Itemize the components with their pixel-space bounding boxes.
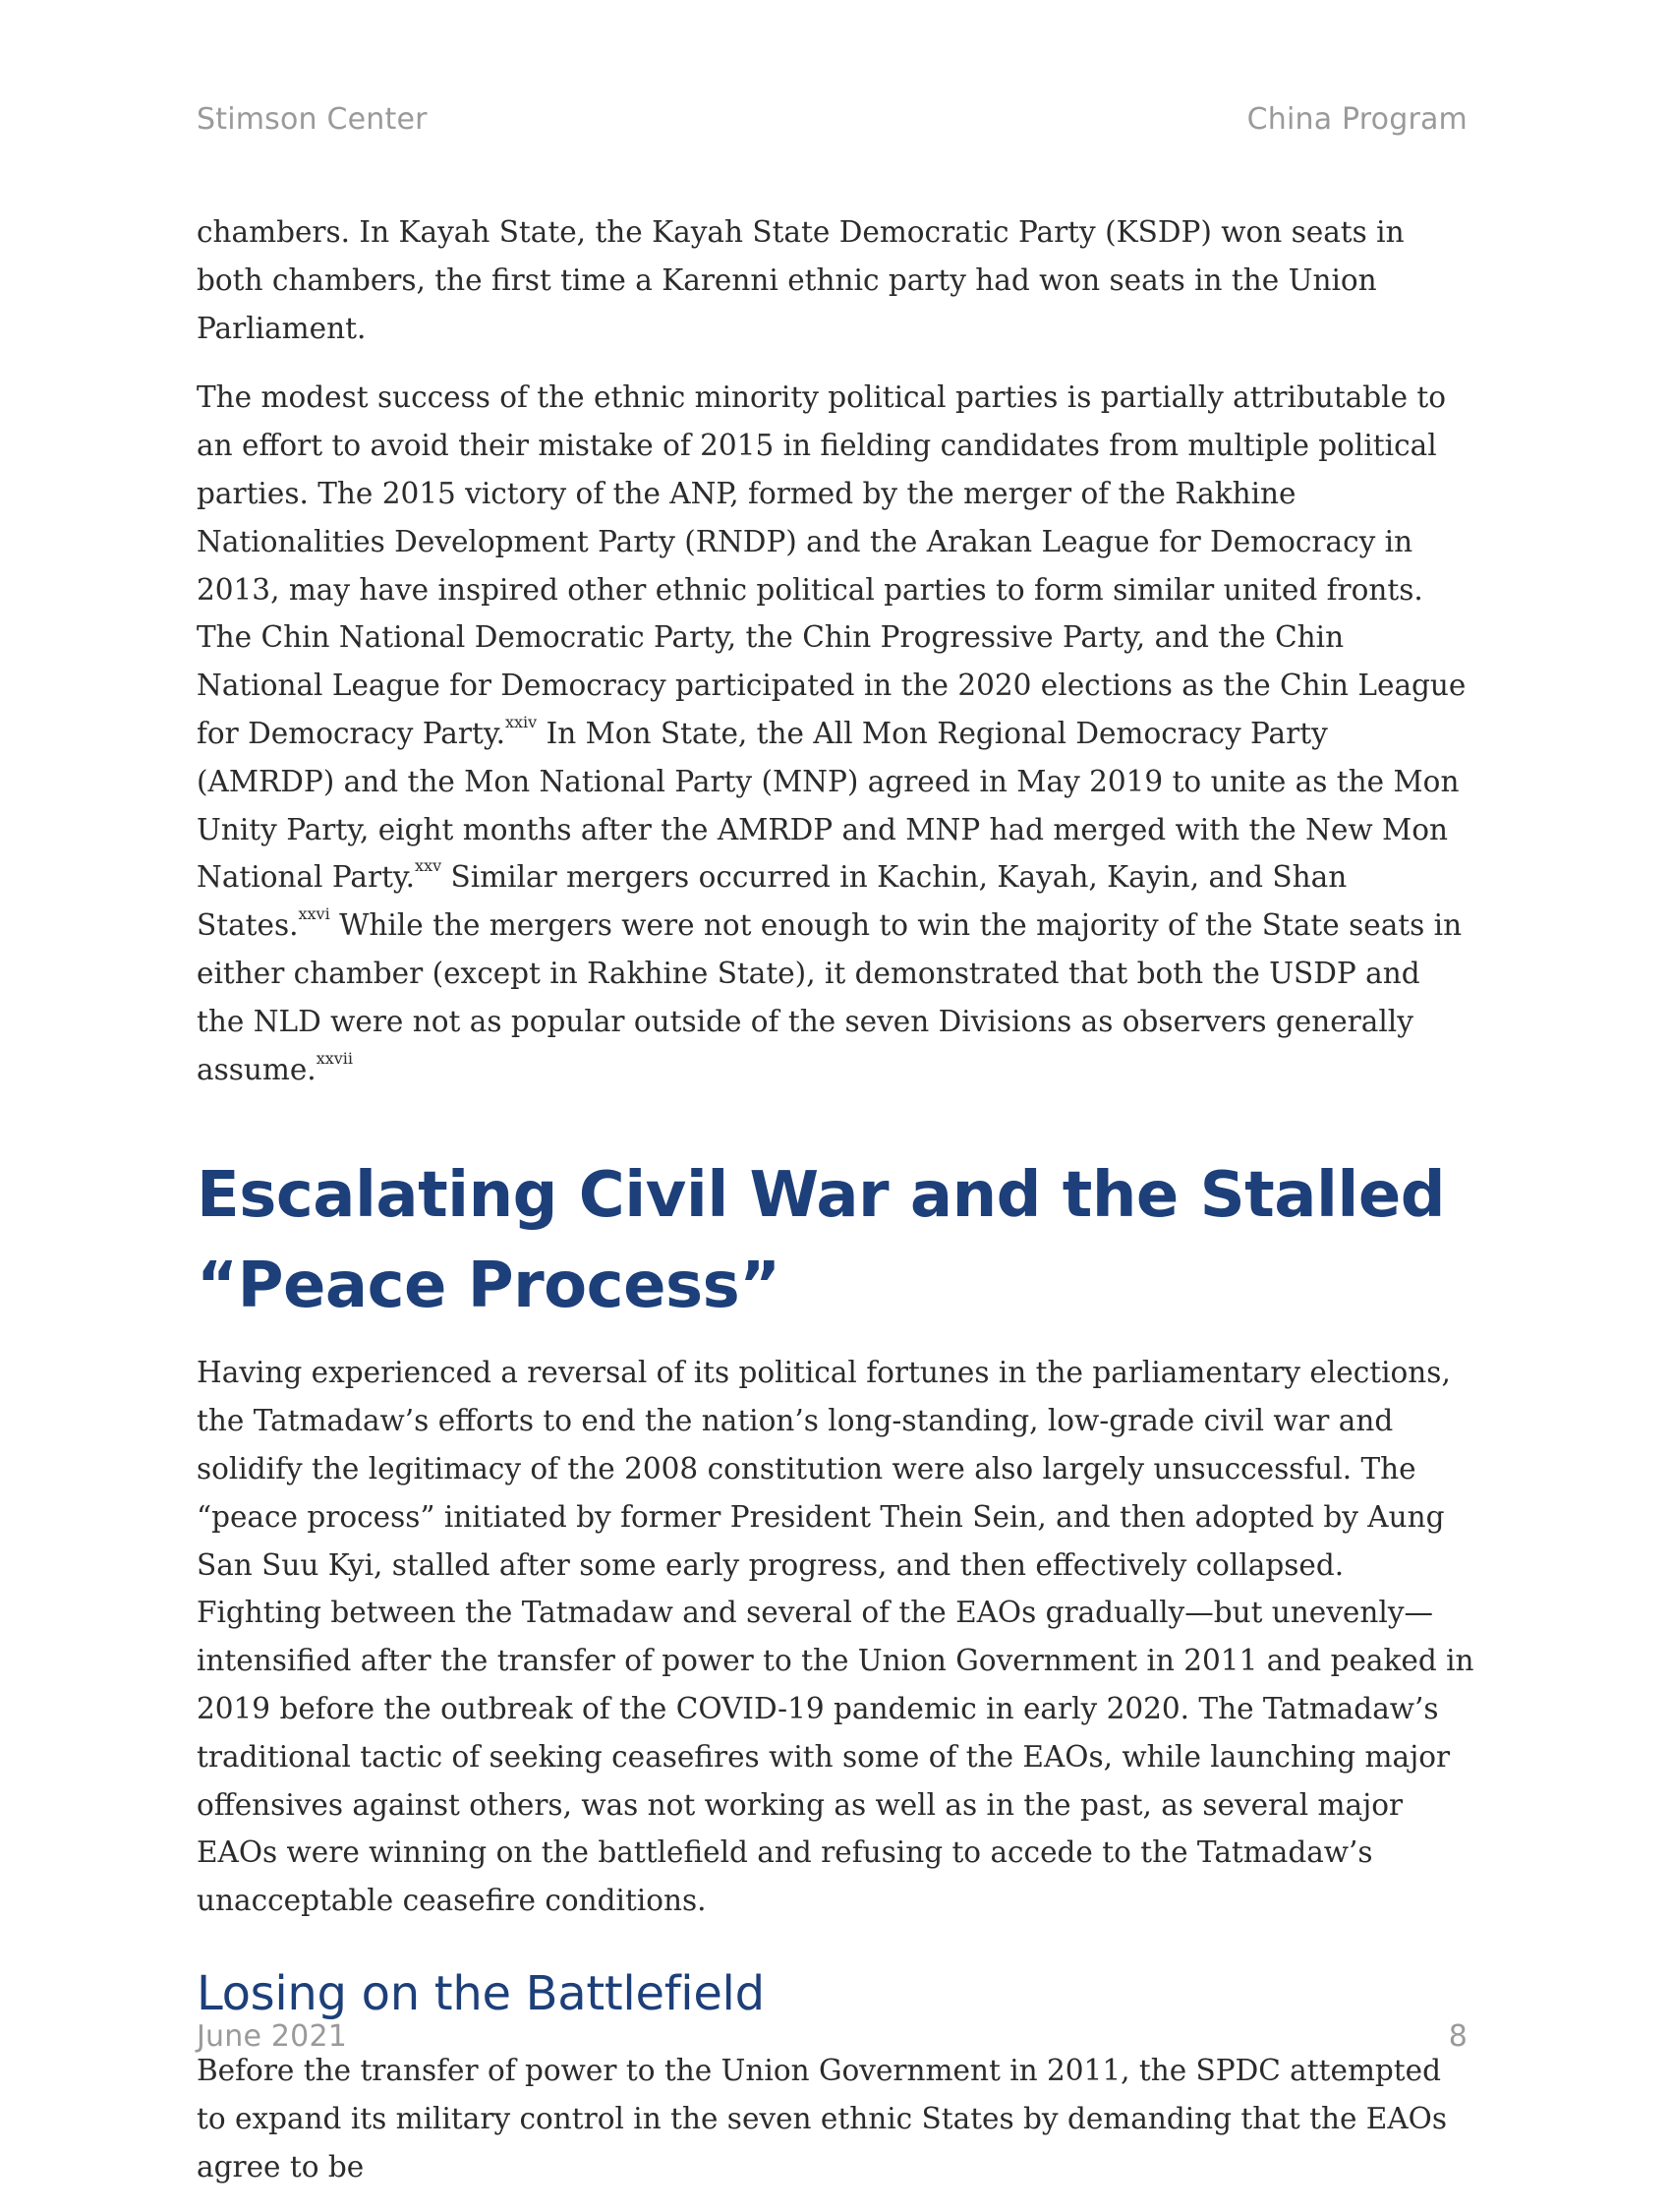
paragraph-3: Having experienced a reversal of its political fortunes in the parliamentary elections, the Tatmadaw’s efforts to end the nation’s long-standing, low-grade civil war and solidify the legitimacy of the 2008 constitution were also largely unsuccessful. The “peace process” initiated by former President Thein Sein, and then adopted by Aung San Suu Kyi, stalled after some early progress, and then effectively collapsed. Fighting between the Tatmadaw and several of the EAOs gradually—but unevenly—intensified after the transfer of power to the Union Government in 2011 and peaked in 2019 before the outbreak of the COVID-19 pandemic in early 2020. The Tatmadaw’s traditional tactic of seeking ceasefires with some of the EAOs, while launching major offensives against others, was not working as well as in the past, as several major EAOs were winning on the battlefield and refusing to accede to the Tatmadaw’s unacceptable ceasefire conditions. — [197, 1356, 1474, 1918]
page-number: 8 — [1448, 2019, 1468, 2054]
footer-date: June 2021 — [197, 2019, 348, 2054]
endnote-marker[interactable]: xxvi — [298, 904, 330, 924]
header-organization: Stimson Center — [197, 102, 428, 137]
paragraph-2 — [197, 374, 1474, 1093]
section-heading: Escalating Civil War and the Stalled “Peace Process” — [197, 1159, 1446, 1323]
subsection-heading: Losing on the Battlefield — [197, 1965, 765, 2021]
paragraph-2-text-2: In Mon State, the All Mon Regional Democracy Party (AMRDP) and the Mon National Party (MNP) agreed in May 2019 to unite as the Mon Unity Party, eight months after the AMRDP and MNP had merged with the New Mon National Party. — [197, 716, 1460, 895]
paragraph-2-text-1: The modest success of the ethnic minority political parties is partially attributable to an effort to avoid their mistake of 2015 in fielding candidates from multiple political parties. The 2015 victory of the ANP, formed by the merger of the Rakhine Nationalities Development Party (RNDP) and the Arakan League for Democracy in 2013, may have inspired other ethnic political parties to form similar united fronts. The Chin National Democratic Party, the Chin Progressive Party, and the Chin National League for Democracy participated in the 2020 elections as the Chin League for Democracy Party. — [197, 380, 1467, 750]
paragraph-1: chambers. In Kayah State, the Kayah State Democratic Party (KSDP) won seats in both chambers, the first time a Karenni ethnic party had won seats in the Union Parliament. — [197, 215, 1405, 345]
endnote-marker[interactable]: xxv — [415, 856, 442, 876]
endnote-marker[interactable]: xxvii — [316, 1048, 354, 1068]
paragraph-2-text-4: While the mergers were not enough to win the majority of the State seats in either chamber (except in Rakhine State), it demonstrated that both the USDP and the NLD were not as popular outside of the seven Divisions as observers generally assume. — [197, 908, 1463, 1086]
endnote-marker[interactable]: xxiv — [504, 712, 538, 731]
paragraph-4: Before the transfer of power to the Union Government in 2011, the SPDC attempted to expand its military control in the seven ethnic States by demanding that the EAOs agree to be — [197, 2053, 1447, 2183]
paragraph-2-text-3: Similar mergers occurred in Kachin, Kayah, Kayin, and Shan States. — [197, 860, 1348, 943]
body-text — [197, 208, 1474, 2212]
header-program: China Program — [1246, 102, 1468, 137]
